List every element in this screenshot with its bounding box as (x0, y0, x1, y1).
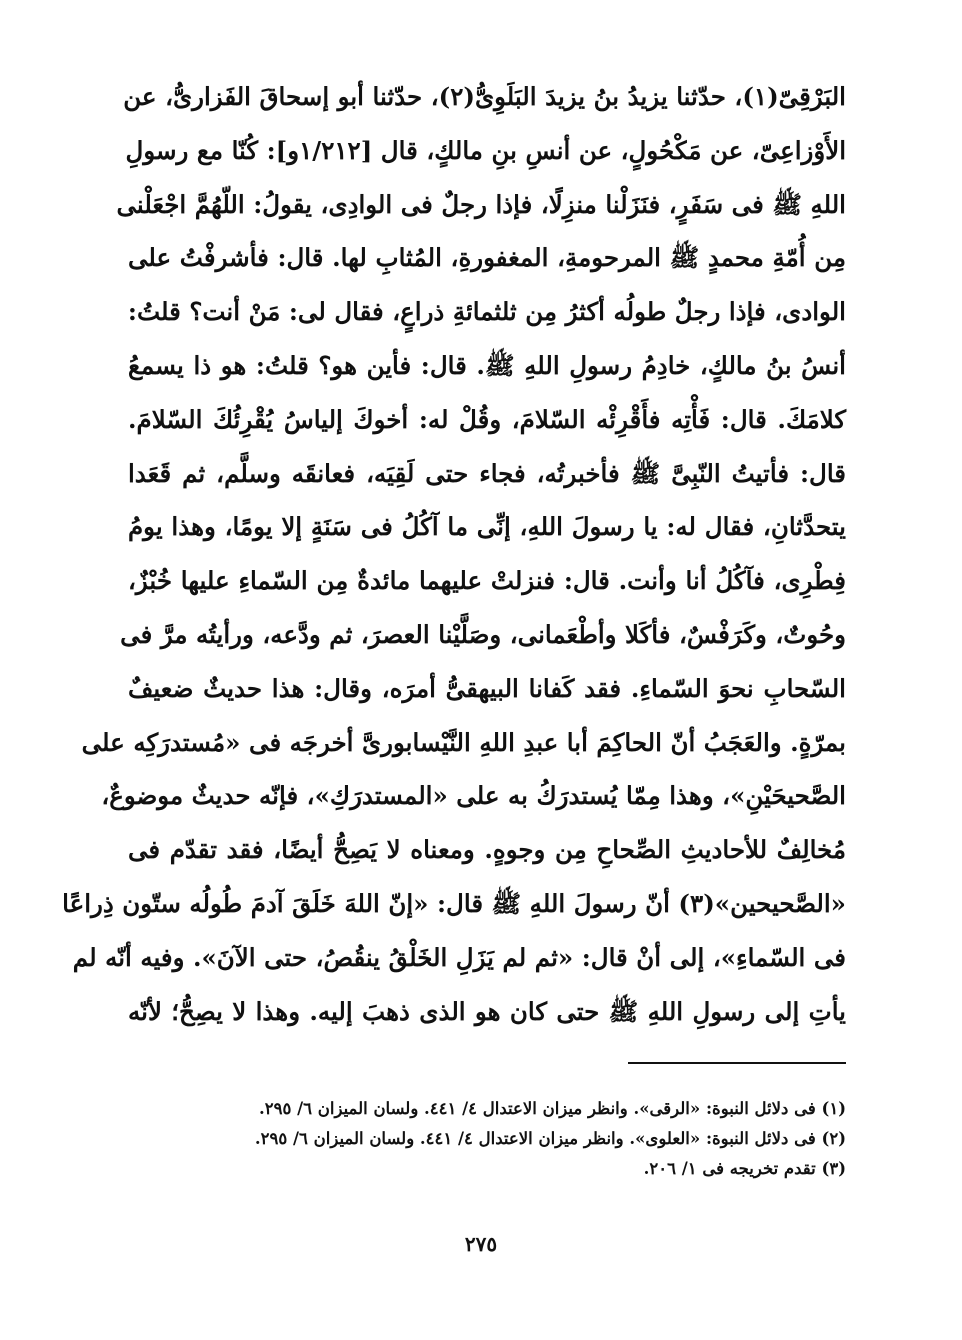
text-line: فِطْرِى، فآكُلُ أنا وأنت. قال: فنزلتْ عليهما مائدةٌ مِن السّماءِ عليها خُبْزٌ، (128, 566, 846, 596)
footnote-2: (٢) فى دلائل النبوة: «العلوى». وانظر ميزان الاعتدال ٤/ ٤٤١. ولسان الميزان ٦/ ٢٩٥. (254, 1129, 846, 1148)
text-line: مِن أُمّةِ محمدٍ ﷺ المرحومةِ، المغفورةِ، المُثابِ لها. قال: فأشرفْتُ على (128, 243, 846, 273)
footnote-separator (628, 1062, 846, 1064)
main-text-block (62, 70, 846, 1038)
footnotes-block (150, 1094, 846, 1184)
text-line: يأتِ إلى رسولِ اللهِ ﷺ حتى كان هو الذى ذهبَ إليه. وهذا لا يصِحُّ؛ لأنّه (128, 996, 846, 1026)
text-line: أنسُ بنُ مالكٍ، خادِمُ رسولِ اللهِ ﷺ. قال: فأين هو؟ قلتُ: هو ذا يسمعُ (128, 350, 846, 380)
text-line: البَرْقِىّ(١)، حدّثنا يزيدُ بنُ يزيدَ البَلَوِىُّ(٢)، حدّثنا أبو إسحاقَ الفَزارىُّ، عن (123, 82, 846, 111)
text-line: الصَّحيحَيْنِ»، وهذا مِمّا يُستدرَكُ به على «المستدرَكِ»، فإنّه حديثٌ موضوعٌ، (101, 781, 846, 811)
page-number: ٢٧٥ (464, 1232, 498, 1256)
text-line: بمرّةٍ. والعَجَبُ أنّ الحاكِمَ أبا عبدِ اللهِ النَّيْسابورىَّ أخرجَه فى «مُستدرَكِه على (81, 727, 846, 757)
text-line: قال: فأتيتُ النّبِىَّ ﷺ فأخبرتُه، فجاء حتى لَقِيَه، فعانقَه وسلَّم، ثم قَعَدا (128, 458, 846, 488)
text-line: اللهِ ﷺ فى سَفَرٍ، فنَزَلْنا منزِلًا، فإذا رجلٌ فى الوادِى، يقولُ: اللّهُمَّ اجْعَلْنى (116, 189, 846, 219)
text-line: السّحابِ نحوَ السّماءِ. فقد كَفانا البيهقىُّ أمرَه، وقال: هذا حديثٌ ضعيفٌ (128, 673, 846, 703)
text-line: فى السّماءِ»، إلى أنْ قال: «ثم لم يَزَلِ الخَلْقُ ينقُصُ، حتى الآنَ». وفيه أنّه لم (72, 942, 846, 972)
text-line: «الصَّحيحين»(٣) أنّ رسولَ اللهِ ﷺ قال: «إنّ اللهَ خَلَقَ آدمَ طُولُه ستّون ذِراعًا (62, 888, 846, 918)
text-line: وحُوتٌ، وكَرَفْسٌ، فأكَلا وأطْعَمانى، وصَلَّيْنا العصرَ، ثم ودَّعه، ورأيتُه مرَّ فى (120, 619, 846, 649)
footnote-1: (١) فى دلائل النبوة: «الرقى». وانظر ميزان الاعتدال ٤/ ٤٤١. ولسان الميزان ٦/ ٢٩٥. (259, 1099, 846, 1118)
text-line: مُخالِفٌ للأحاديثِ الصِّحاحِ مِن وجوهٍ. ومعناه لا يَصِحُّ أيضًا، فقد تقدّم فى (128, 835, 846, 865)
text-line: الأَوْزاعِىّ، عن مَكْحُولٍ، عن أنسِ بنِ مالكٍ، قال [١/٢١٢و]: كُنّا مع رسولِ (125, 135, 846, 165)
text-line: يتحدَّثانِ، فقال له: يا رسولَ اللهِ، إنِّى ما آكُلُ فى سَنَةٍ إلا يومًا، وهذا يومُ (128, 512, 846, 542)
footnote-3: (٣) تقدم تخريجه فى ١/ ٢٠٦. (643, 1159, 846, 1178)
text-line: الوادى، فإذا رجلٌ طولُه أكثرُ مِن ثلثمائةِ ذراعٍ، فقال لى: مَنْ أنت؟ قلتُ: (127, 297, 846, 327)
text-line: كلامَكَ. قال: فَأْتِه فأَقْرِئْه السّلامَ، وقُلْ له: أخوكَ إلياسُ يُقْرِئُكَ السّلامَ. (128, 404, 846, 434)
